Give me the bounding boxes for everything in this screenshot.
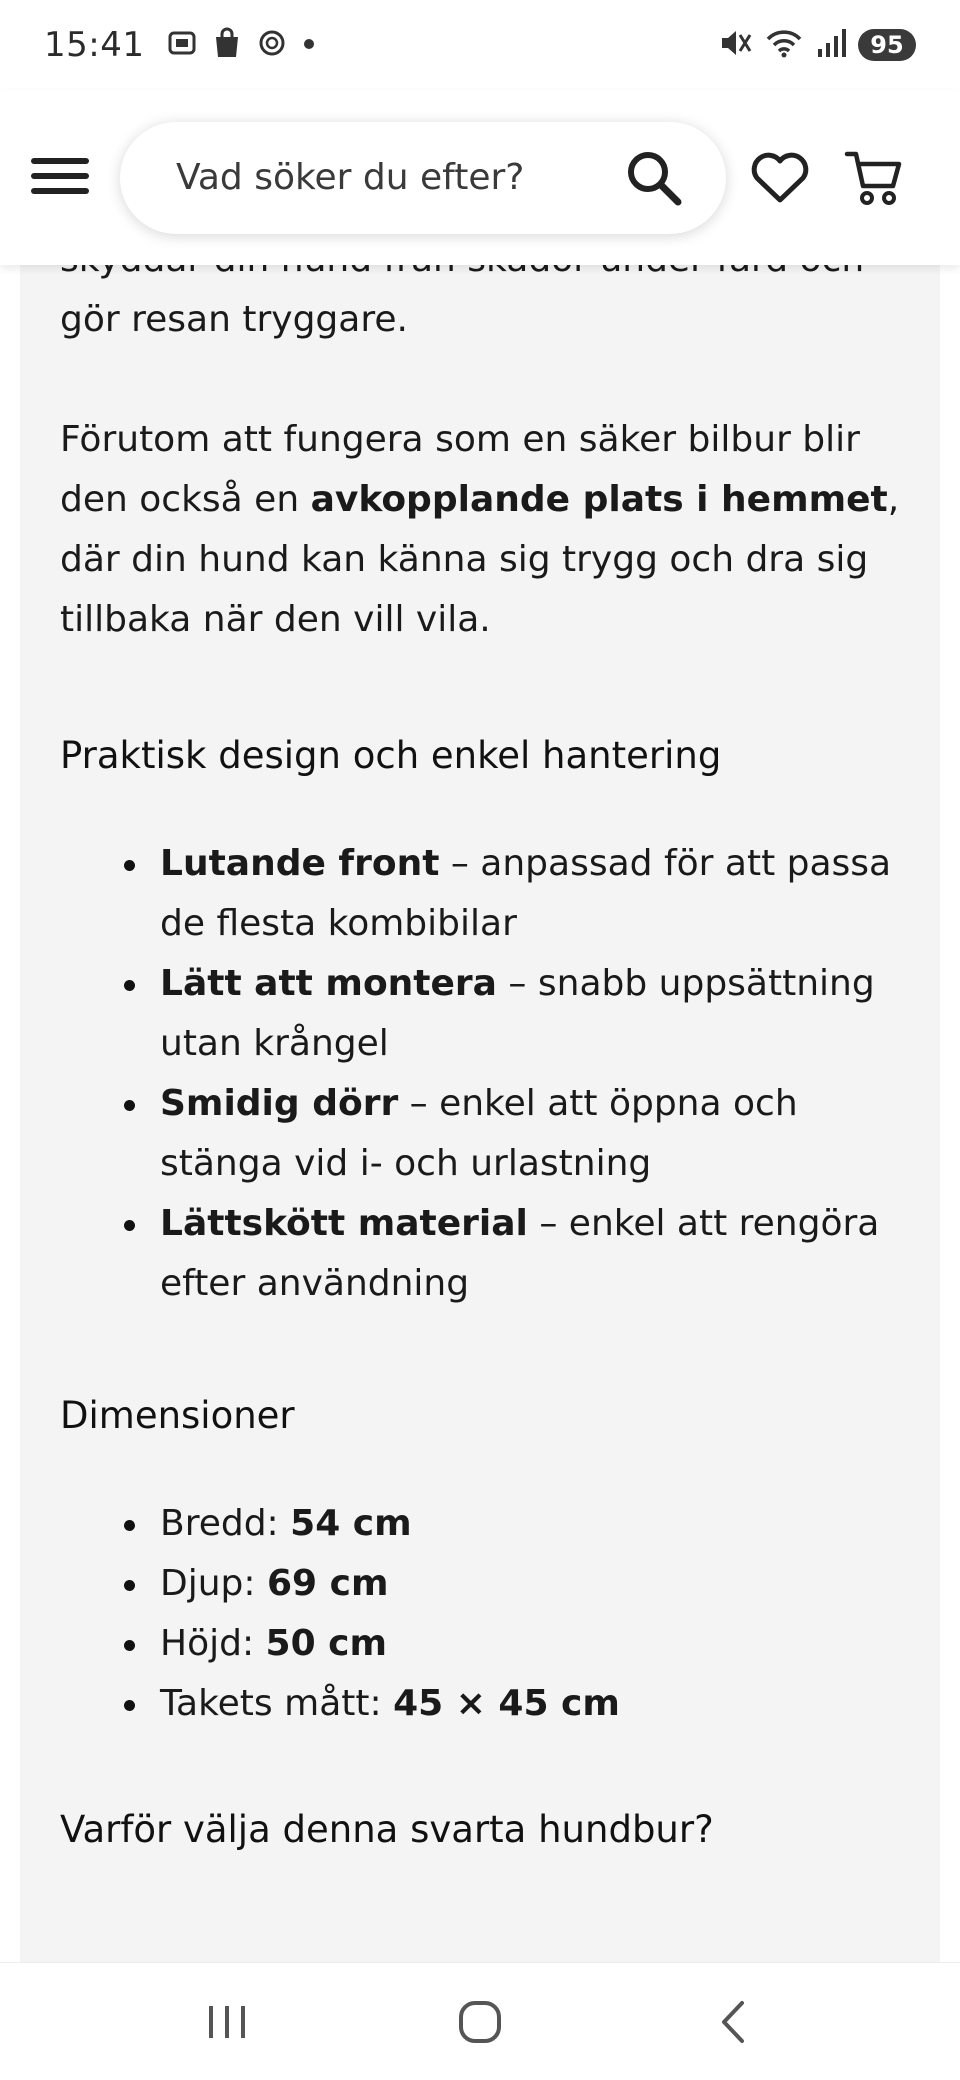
cart-button[interactable]: [842, 146, 906, 210]
recent-apps-button[interactable]: [182, 1982, 272, 2062]
mute-icon: [718, 27, 752, 63]
hamburger-menu-icon: [29, 156, 91, 200]
features-list: [60, 834, 900, 1314]
system-navigation-bar: [0, 1962, 960, 2080]
list-item: Lutande front – anpassad för att passa de flesta kombibilar: [120, 834, 900, 954]
description-paragraph-1: gör resan tryggare.: [60, 299, 408, 340]
back-icon: [718, 1999, 748, 2045]
search-box[interactable]: [120, 122, 726, 234]
list-item: Lätt att montera – snabb uppsättning utan krångel: [120, 954, 900, 1074]
search-input[interactable]: [176, 157, 624, 198]
status-notification-icons: [166, 27, 316, 63]
section-title-dimensions: Dimensioner: [60, 1394, 295, 1437]
list-item: Lättskött material – enkel att rengöra efter användning: [120, 1194, 900, 1314]
header-actions: [748, 146, 906, 210]
home-button[interactable]: [435, 1982, 525, 2062]
home-icon: [457, 1999, 503, 2045]
battery-indicator: 95: [858, 29, 916, 61]
back-button[interactable]: [688, 1982, 778, 2062]
wishlist-button[interactable]: [748, 146, 812, 210]
openai-icon: [256, 27, 288, 63]
list-item: Bredd: 54 cm: [120, 1494, 900, 1554]
shopping-bag-icon: [212, 27, 242, 63]
search-icon: [624, 148, 684, 208]
recent-apps-icon: [205, 2002, 249, 2042]
dot-icon: [302, 36, 316, 55]
list-item: Djup: 69 cm: [120, 1554, 900, 1614]
cart-icon: [845, 148, 903, 208]
search-button[interactable]: [624, 146, 684, 210]
screenshot-icon: [166, 27, 198, 63]
product-description: [60, 200, 900, 1860]
highlight-text: avkopplande plats i hemmet: [310, 479, 888, 520]
wifi-icon: [764, 27, 804, 63]
dimensions-list: [60, 1494, 900, 1734]
list-item: Höjd: 50 cm: [120, 1614, 900, 1674]
section-title-design: Praktisk design och enkel hantering: [60, 734, 722, 777]
menu-button[interactable]: [24, 142, 96, 214]
heart-icon: [751, 152, 809, 204]
signal-icon: [816, 27, 846, 63]
status-bar: [0, 0, 960, 90]
product-description-panel: [20, 200, 940, 1962]
list-item: Smidig dörr – enkel att öppna och stänga vid i- och urlastning: [120, 1074, 900, 1194]
description-paragraph-2: Förutom att fungera som en säker bilbur blir den också en avkopplande plats i hemmet, där din hund kan känna sig trygg och dra sig tillbaka när den vill vila.: [60, 419, 900, 640]
status-system-icons: [718, 27, 916, 63]
section-title-why: Varför välja denna svarta hundbur?: [60, 1808, 714, 1851]
app-header: [0, 90, 960, 265]
list-item: Takets mått: 45 × 45 cm: [120, 1674, 900, 1734]
status-time: 15:41: [44, 25, 145, 65]
